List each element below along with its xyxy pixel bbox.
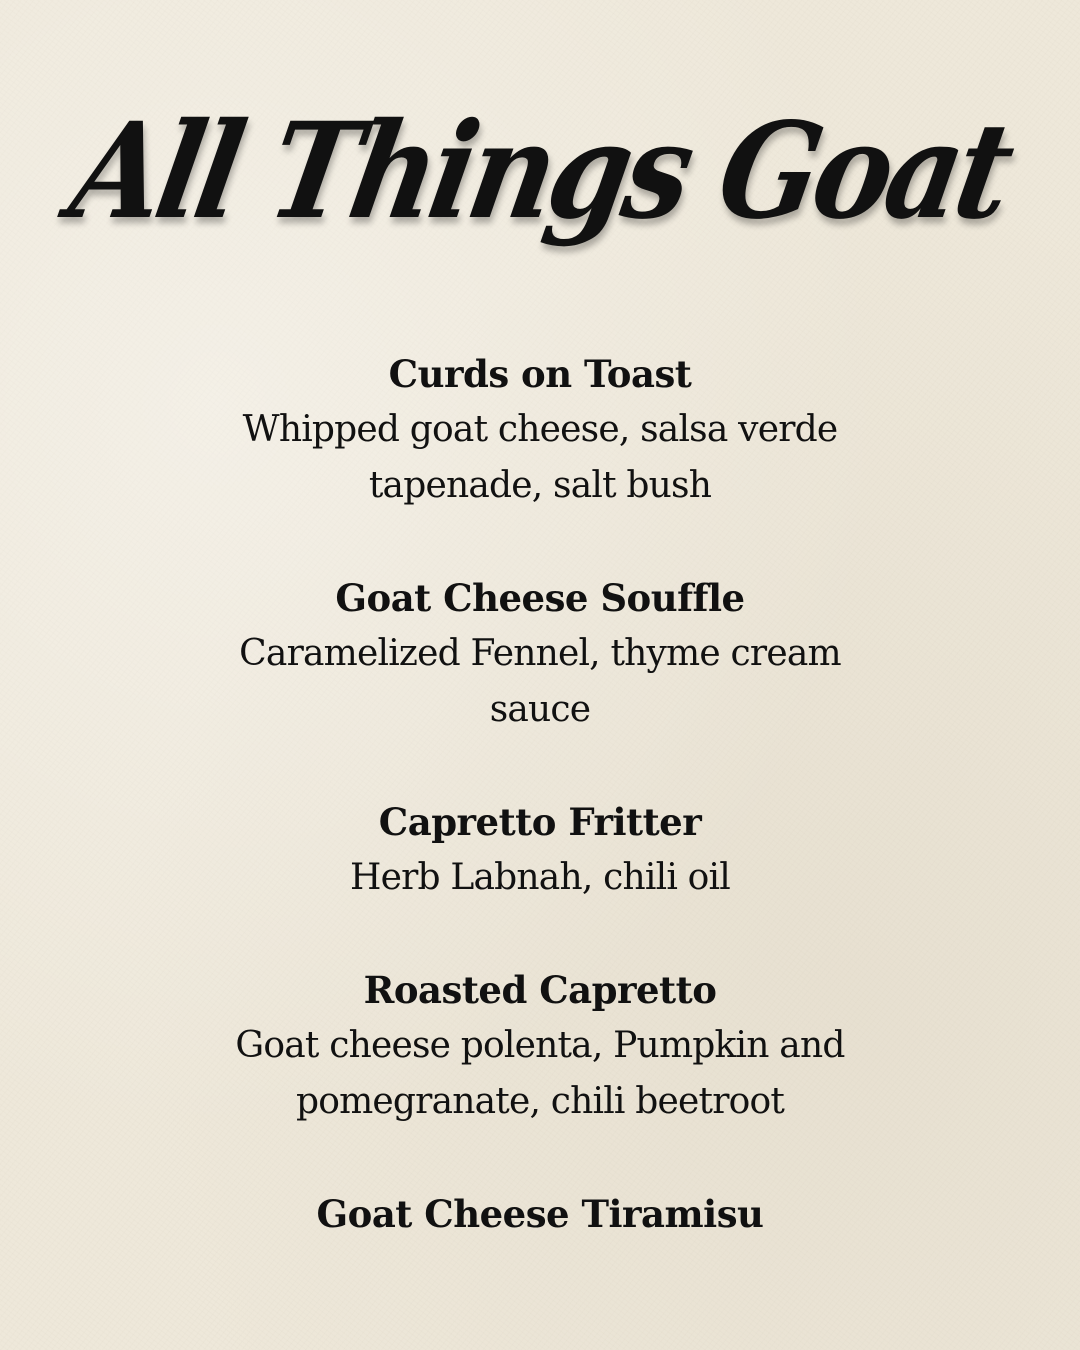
menu-item-description: Whipped goat cheese, salsa verde tapenade, salt bush bbox=[242, 409, 838, 506]
menu-item-name: Roasted Capretto bbox=[363, 968, 717, 1012]
menu-item-name: Goat Cheese Souffle bbox=[335, 576, 745, 620]
menu-item-description: Herb Labnah, chili oil bbox=[350, 857, 730, 898]
menu-item bbox=[190, 346, 890, 514]
menu-item bbox=[190, 794, 890, 906]
menu-item-description: Caramelized Fennel, thyme cream sauce bbox=[239, 633, 841, 730]
menu-item-description: Goat cheese polenta, Pumpkin and pomegranate, chili beetroot bbox=[235, 1025, 845, 1122]
menu-item bbox=[190, 1186, 890, 1242]
menu-title: All Things Goat bbox=[60, 94, 1020, 249]
menu-list bbox=[0, 346, 1080, 1242]
menu-item-name: Goat Cheese Tiramisu bbox=[316, 1192, 764, 1236]
menu-item-name: Capretto Fritter bbox=[378, 800, 702, 844]
menu-item-name: Curds on Toast bbox=[388, 352, 692, 396]
menu-item bbox=[190, 962, 890, 1130]
menu-item bbox=[190, 570, 890, 738]
